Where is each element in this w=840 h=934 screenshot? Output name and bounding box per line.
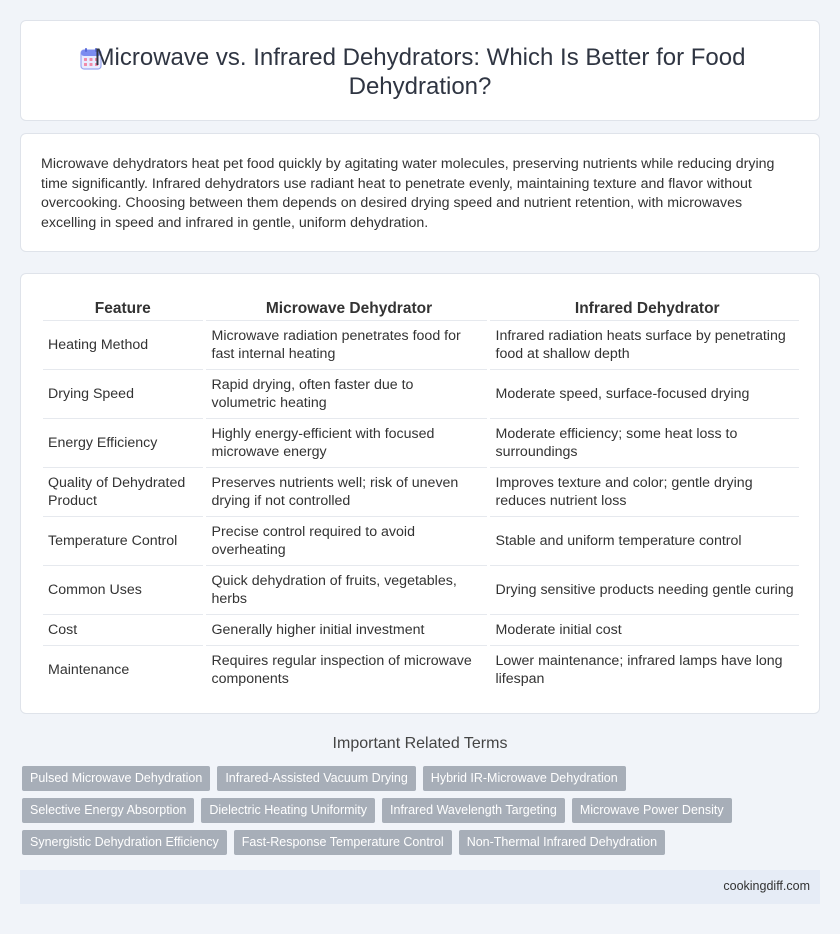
footer-site-link[interactable]: cookingdiff.com	[723, 879, 810, 893]
infrared-cell: Improves texture and color; gentle drying reduces nutrient loss	[488, 468, 799, 517]
table-header-row	[43, 298, 799, 321]
header-infrared: Infrared Dehydrator	[488, 298, 799, 321]
table-row	[43, 615, 799, 646]
table-row	[43, 419, 799, 468]
comparison-table	[43, 298, 799, 695]
feature-cell: Drying Speed	[43, 370, 204, 419]
related-term-tag[interactable]: Infrared-Assisted Vacuum Drying	[217, 766, 415, 791]
feature-cell: Common Uses	[43, 566, 204, 615]
feature-cell: Temperature Control	[43, 517, 204, 566]
related-term-tag[interactable]: Non-Thermal Infrared Dehydration	[459, 830, 665, 855]
microwave-cell: Highly energy-efficient with focused microwave energy	[204, 419, 488, 468]
microwave-cell: Quick dehydration of fruits, vegetables, herbs	[204, 566, 488, 615]
infrared-cell: Moderate speed, surface-focused drying	[488, 370, 799, 419]
microwave-cell: Requires regular inspection of microwave components	[204, 646, 488, 695]
header-microwave: Microwave Dehydrator	[204, 298, 488, 321]
related-term-tag[interactable]: Microwave Power Density	[572, 798, 732, 823]
microwave-cell: Preserves nutrients well; risk of uneven drying if not controlled	[204, 468, 488, 517]
feature-cell: Heating Method	[43, 321, 204, 370]
header-feature: Feature	[43, 298, 204, 321]
table-row	[43, 468, 799, 517]
related-term-tag[interactable]: Dielectric Heating Uniformity	[201, 798, 375, 823]
table-row	[43, 370, 799, 419]
header-card	[20, 20, 820, 121]
infrared-cell: Drying sensitive products needing gentle curing	[488, 566, 799, 615]
table-row	[43, 646, 799, 695]
related-term-tag[interactable]: Synergistic Dehydration Efficiency	[22, 830, 227, 855]
microwave-cell: Precise control required to avoid overheating	[204, 517, 488, 566]
footer	[20, 870, 820, 904]
table-row	[43, 321, 799, 370]
related-terms-list	[22, 766, 802, 855]
related-term-tag[interactable]: Selective Energy Absorption	[22, 798, 194, 823]
feature-cell: Quality of Dehydrated Product	[43, 468, 204, 517]
microwave-cell: Generally higher initial investment	[204, 615, 488, 646]
related-term-tag[interactable]: Hybrid IR-Microwave Dehydration	[423, 766, 626, 791]
infrared-cell: Moderate efficiency; some heat loss to surroundings	[488, 419, 799, 468]
infrared-cell: Moderate initial cost	[488, 615, 799, 646]
feature-cell: Cost	[43, 615, 204, 646]
infrared-cell: Infrared radiation heats surface by penetrating food at shallow depth	[488, 321, 799, 370]
feature-cell: Energy Efficiency	[43, 419, 204, 468]
table-row	[43, 566, 799, 615]
microwave-cell: Microwave radiation penetrates food for fast internal heating	[204, 321, 488, 370]
table-row	[43, 517, 799, 566]
related-term-tag[interactable]: Fast-Response Temperature Control	[234, 830, 452, 855]
related-term-tag[interactable]: Pulsed Microwave Dehydration	[22, 766, 210, 791]
feature-cell: Maintenance	[43, 646, 204, 695]
microwave-cell: Rapid drying, often faster due to volumetric heating	[204, 370, 488, 419]
related-terms-title: Important Related Terms	[332, 735, 508, 752]
related-term-tag[interactable]: Infrared Wavelength Targeting	[382, 798, 565, 823]
infrared-cell: Lower maintenance; infrared lamps have long lifespan	[495, 653, 783, 688]
page-title: Microwave vs. Infrared Dehydrators: Which Is Better for Food Dehydration?	[94, 44, 746, 100]
infrared-cell: Stable and uniform temperature control	[488, 517, 799, 566]
intro-text: Microwave dehydrators heat pet food quickly by agitating water molecules, preserving nutrients while reducing drying time significantly. Infrared dehydrators use radiant heat to penetrate evenly, maintaining texture and flavor without overcooking. Choosing between them depends on desired drying speed and nutrient retention, with microwaves excelling in speed and infrared in gentle, uniform dehydration.	[41, 156, 775, 231]
intro-card	[20, 133, 820, 252]
comparison-card	[20, 273, 820, 714]
